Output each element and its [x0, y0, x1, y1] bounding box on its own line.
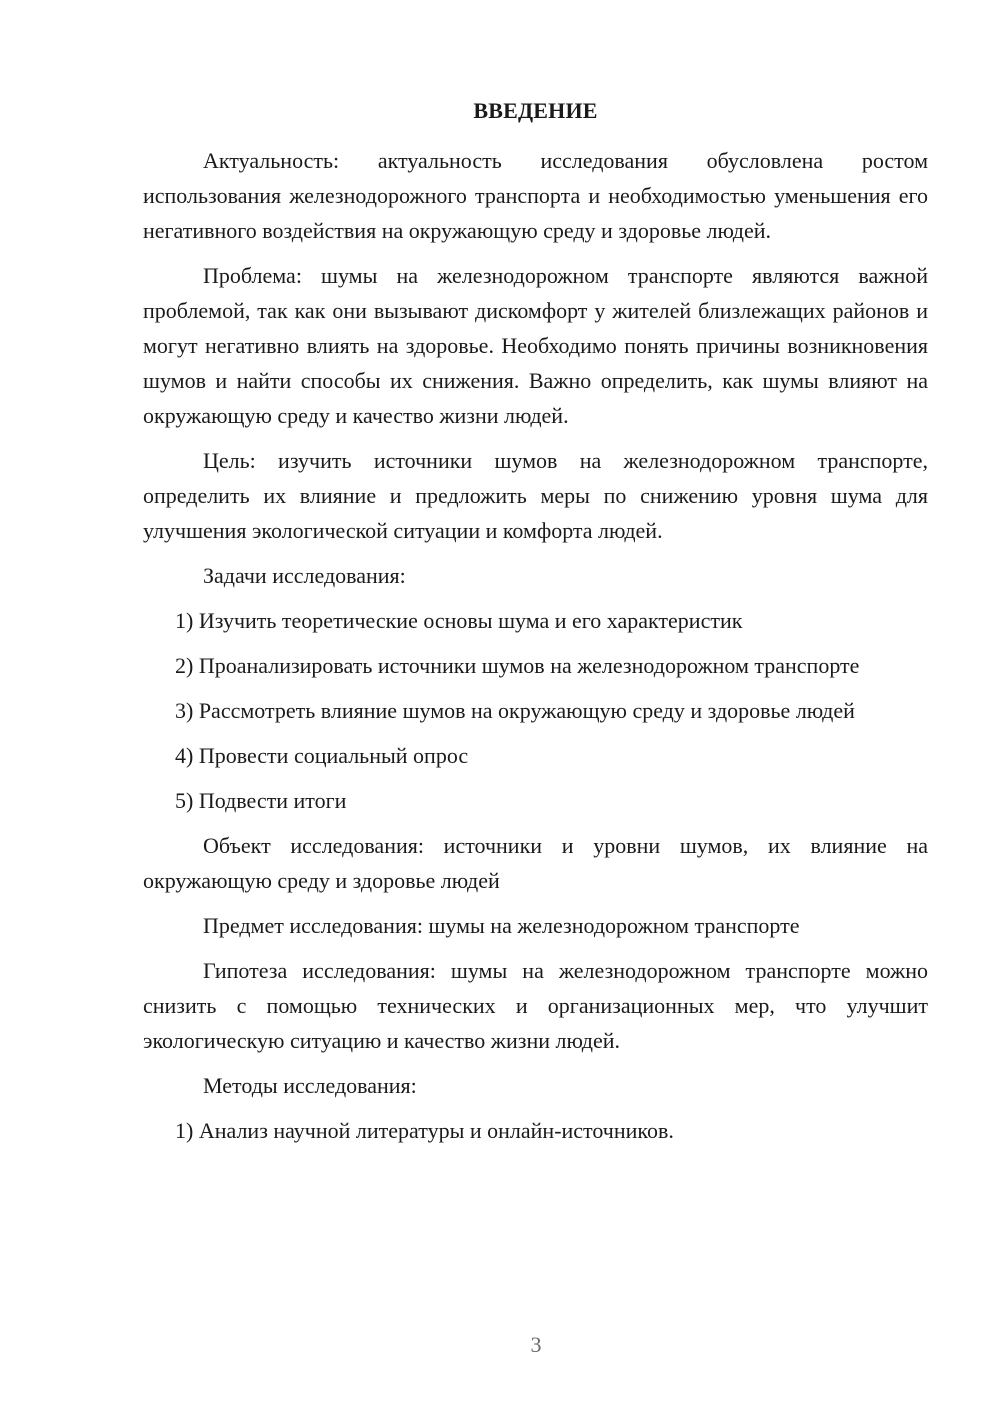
list-item-task-4: 4) Провести социальный опрос [175, 743, 469, 768]
list-item-task-3: 3) Рассмотреть влияние шумов на окружающую среду и здоровье людей [175, 698, 855, 723]
paragraph-relevance: Актуальность: актуальность исследования обусловлена ростом использования железнодорожного транспорта и необходимостью уменьшения его негативного воздействия на окружающую среду и здоровье людей. [143, 148, 928, 243]
list-item-method-1: 1) Анализ научной литературы и онлайн-источников. [175, 1118, 674, 1143]
paragraph-problem: Проблема: шумы на железнодорожном транспорте являются важной проблемой, так как они вызывают дискомфорт у жителей близлежащих районов и могут негативно влиять на здоровье. Необходимо понять причины возникновения шумов и найти способы их снижения. Важно определить, как шумы влияют на окружающую среду и качество жизни людей. [143, 263, 928, 428]
list-item-task-5: 5) Подвести итоги [175, 788, 347, 813]
paragraph-methods-heading: Методы исследования: [203, 1073, 417, 1098]
document-body [143, 143, 928, 1148]
paragraph-goal: Цель: изучить источники шумов на железнодорожном транспорте, определить их влияние и предложить меры по снижению уровня шума для улучшения экологической ситуации и комфорта людей. [143, 448, 928, 543]
paragraph-hypothesis: Гипотеза исследования: шумы на железнодорожном транспорте можно снизить с помощью технических и организационных мер, что улучшит экологическую ситуацию и качество жизни людей. [143, 958, 928, 1053]
list-item-task-1: 1) Изучить теоретические основы шума и его характеристик [175, 608, 743, 633]
document-title: ВВЕДЕНИЕ [473, 98, 598, 123]
paragraph-tasks-heading: Задачи исследования: [203, 563, 406, 588]
paragraph-subject: Предмет исследования: шумы на железнодорожном транспорте [203, 913, 800, 938]
page-number: 3 [530, 1332, 542, 1357]
paragraph-object: Объект исследования: источники и уровни шумов, их влияние на окружающую среду и здоровье людей [143, 833, 928, 893]
list-item-task-2: 2) Проанализировать источники шумов на железнодорожном транспорте [175, 653, 860, 678]
